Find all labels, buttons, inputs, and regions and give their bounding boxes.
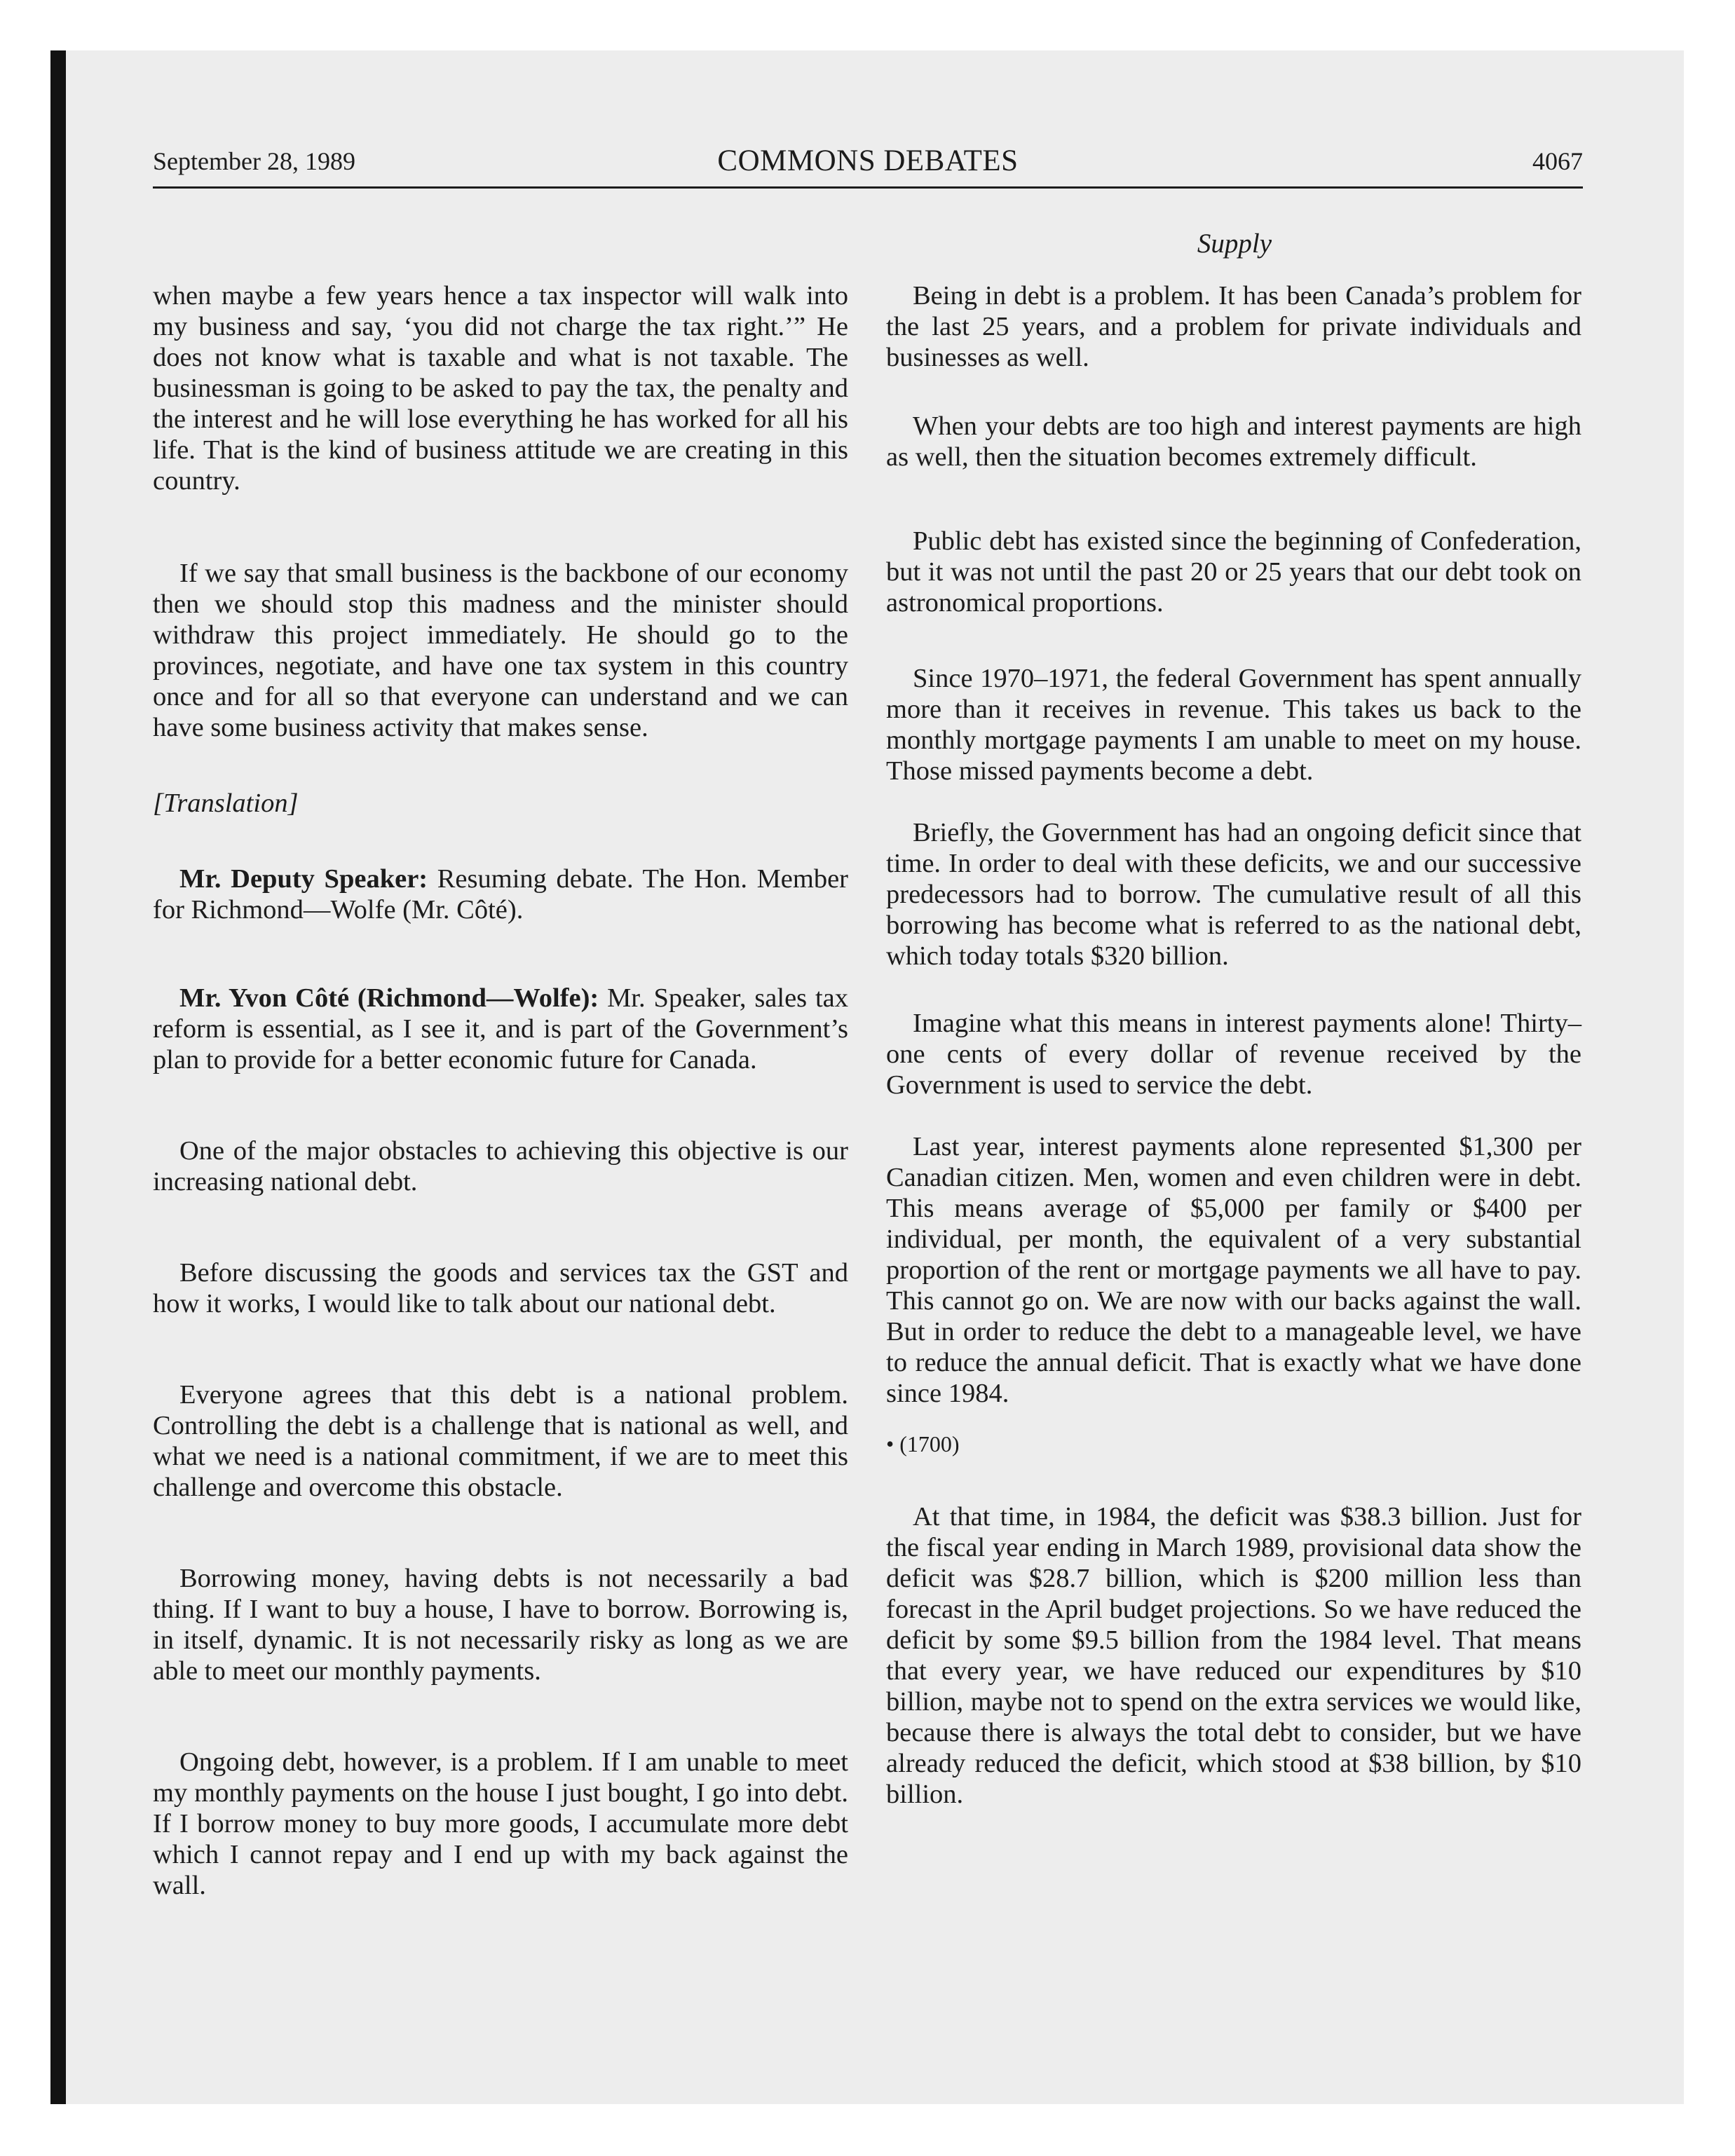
speaker-text: Resuming debate. The Hon. Member for Richmond—Wolfe (Mr. Côté). xyxy=(153,864,848,925)
translation-note-text: [Translation] xyxy=(153,789,299,818)
running-head: Supply xyxy=(1197,228,1272,259)
left-paragraph-7: Everyone agrees that this debt is a national problem. Controlling the debt is a challenge that is national as well, and what we need is a national commitment, if we are to meet this challenge and overcome this obstacle. xyxy=(153,1380,848,1502)
right-paragraph-7: Last year, interest payments alone represented $1,300 per Canadian citizen. Men, women and even children were in debt. This means average of $5,000 per family or $400 per individual, per month, the equivalent of a very substantial proportion of the rent or mortgage payments we all have to pay. This cannot go on. We are now with our backs against the wall. But in order to reduce the debt to a manageable level, we have to reduce the annual deficit. That is exactly what we have done since 1984. xyxy=(886,1132,1581,1408)
header-rule xyxy=(153,186,1583,189)
binding-edge xyxy=(50,50,66,2104)
left-paragraph-8: Borrowing money, having debts is not necessarily a bad thing. If I want to buy a house, I have to borrow. Borrowing is, in itself, dynamic. It is not necessarily risky as long as we are able to meet our monthly payments. xyxy=(153,1564,848,1686)
right-paragraph-4: Since 1970–1971, the federal Government has spent annually more than it receives in revenue. This takes us back to the monthly mortgage payments I am unable to meet on my house. Those missed payments become a debt. xyxy=(886,664,1581,786)
left-paragraph-4 xyxy=(153,983,848,1075)
left-paragraph-2: If we say that small business is the backbone of our economy then we should stop this madness and the minister should withdraw this project immediately. He should go to the provinces, negotiate, and have one tax system in this country once and for all so that everyone can understand and we can have some business activity that makes sense. xyxy=(153,559,848,742)
speaker-text: Mr. Speaker, sales tax reform is essential, as I see it, and is part of the Government’s plan to provide for a better economic future for Canada. xyxy=(153,983,849,1074)
left-paragraph-6: Before discussing the goods and services tax the GST and how it works, I would like to talk about our national debt. xyxy=(153,1258,848,1318)
left-paragraph-1: when maybe a few years hence a tax inspector will walk into my business and say, ‘you did not charge the tax right.’” He does not know what is taxable and what is not taxable. The businessman is going to be asked to pay the tax, the penalty and the interest and he will lose everything he has worked for all his life. That is the kind of business attitude we are creating in this country. xyxy=(153,281,848,496)
header-page-number: 4067 xyxy=(1532,147,1583,175)
right-column xyxy=(886,280,1581,1810)
left-paragraph-5: One of the major obstacles to achieving this objective is our increasing national debt. xyxy=(153,1136,848,1196)
header-date: September 28, 1989 xyxy=(153,147,355,175)
page-header xyxy=(153,144,1583,185)
speaker-name: Mr. Yvon Côté (Richmond—Wolfe): xyxy=(179,983,599,1013)
translation-note xyxy=(153,788,848,819)
right-paragraph-6: Imagine what this means in interest payments alone! Thirty–one cents of every dollar of revenue received by the Government is used to service the debt. xyxy=(886,1009,1581,1100)
right-paragraph-8: At that time, in 1984, the deficit was $38.3 billion. Just for the fiscal year ending in March 1989, provisional data show the deficit was $28.7 billion, which is $200 million less than forecast in the April budget projections. So we have reduced the deficit by some $9.5 billion from the 1984 level. That means that every year, we have reduced our expenditures by $10 billion, maybe not to spend on the extra services we would like, because there is always the total debt to consider, but we have already reduced the deficit, which stood at $38 billion, by $10 billion. xyxy=(886,1502,1581,1809)
left-column xyxy=(153,280,848,1901)
header-title: COMMONS DEBATES xyxy=(717,144,1019,177)
right-paragraph-3: Public debt has existed since the beginning of Confederation, but it was not until the past 20 or 25 years that our debt took on astronomical proportions. xyxy=(886,526,1581,618)
left-paragraph-9: Ongoing debt, however, is a problem. If I am unable to meet my monthly payments on the house I just bought, I go into debt. If I borrow money to buy more goods, I accumulate more debt which I cannot repay and I end up with my back against the wall. xyxy=(153,1747,848,1900)
time-marker: • (1700) xyxy=(886,1431,960,1456)
right-paragraph-2: When your debts are too high and interest payments are high as well, then the situation becomes extremely difficult. xyxy=(886,411,1581,472)
right-paragraph-5: Briefly, the Government has had an ongoing deficit since that time. In order to deal with these deficits, we and our successive predecessors had to borrow. The cumulative result of all this borrowing has become what is referred to as the national debt, which today totals $320 billion. xyxy=(886,818,1581,971)
left-paragraph-3 xyxy=(153,864,848,925)
speaker-name: Mr. Deputy Speaker: xyxy=(179,864,428,894)
right-paragraph-1: Being in debt is a problem. It has been Canada’s problem for the last 25 years, and a problem for private individuals and businesses as well. xyxy=(886,281,1581,372)
